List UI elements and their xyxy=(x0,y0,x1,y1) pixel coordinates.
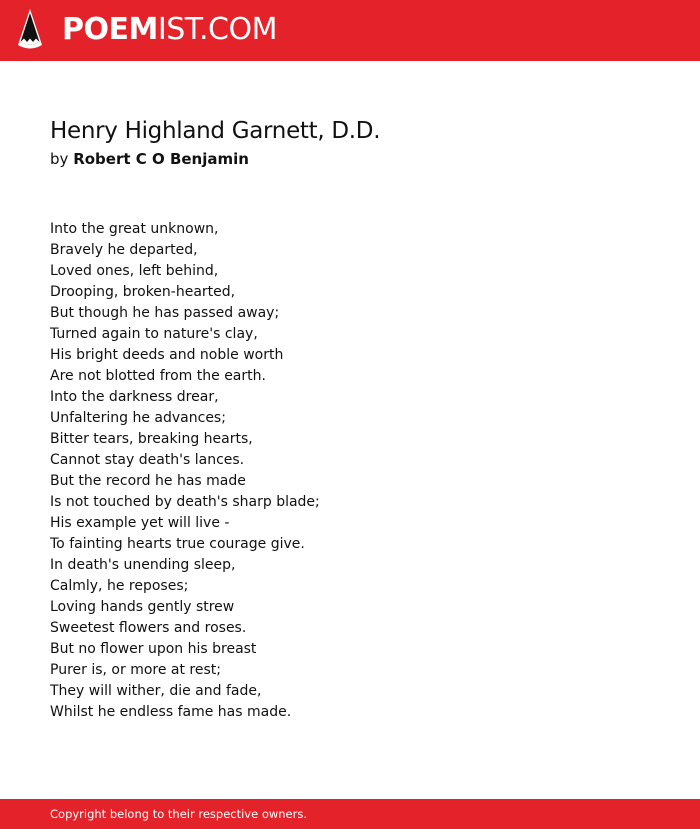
poem-line: Purer is, or more at rest; xyxy=(50,662,221,678)
poem-line: Are not blotted from the earth. xyxy=(50,368,266,384)
poem-line: To fainting hearts true courage give. xyxy=(50,536,305,552)
poem-line: In death's unending sleep, xyxy=(50,557,236,573)
logo-brand-bold: POEM xyxy=(62,12,158,47)
poem-line: But though he has passed away; xyxy=(50,305,280,321)
poem-line: Calmly, he reposes; xyxy=(50,578,189,594)
poem-author: Robert C O Benjamin xyxy=(73,150,249,168)
poem-line: But the record he has made xyxy=(50,473,246,489)
poem-line: Bravely he departed, xyxy=(50,242,198,258)
poem-line: Whilst he endless fame has made. xyxy=(50,704,292,720)
pencil-tip-icon xyxy=(17,8,43,52)
poem-line: His example yet will live - xyxy=(50,515,230,531)
by-label: by xyxy=(50,150,69,168)
poem-body xyxy=(50,219,320,723)
poem-line: Loving hands gently strew xyxy=(50,599,235,615)
site-footer xyxy=(0,799,700,829)
site-logo-text[interactable] xyxy=(62,12,277,48)
poem-line: Sweetest flowers and roses. xyxy=(50,620,247,636)
poem-line: They will wither, die and fade, xyxy=(50,683,262,699)
poem-byline xyxy=(50,148,249,170)
poem-line: His bright deeds and noble worth xyxy=(50,347,284,363)
poem-line: Turned again to nature's clay, xyxy=(50,326,258,342)
poem-line: Unfaltering he advances; xyxy=(50,410,226,426)
copyright-notice: Copyright belong to their respective owners. xyxy=(50,807,308,821)
poem-line: Is not touched by death's sharp blade; xyxy=(50,494,320,510)
poem-line: Loved ones, left behind, xyxy=(50,263,219,279)
poem-line: Into the darkness drear, xyxy=(50,389,219,405)
logo-brand-light: IST.COM xyxy=(157,12,277,47)
poem-line: Into the great unknown, xyxy=(50,221,219,237)
poem-line: Cannot stay death's lances. xyxy=(50,452,245,468)
site-header xyxy=(0,0,700,61)
poem-title: Henry Highland Garnett, D.D. xyxy=(50,118,381,144)
poem-line: Drooping, broken-hearted, xyxy=(50,284,236,300)
poem-line: But no flower upon his breast xyxy=(50,641,257,657)
poem-line: Bitter tears, breaking hearts, xyxy=(50,431,253,447)
